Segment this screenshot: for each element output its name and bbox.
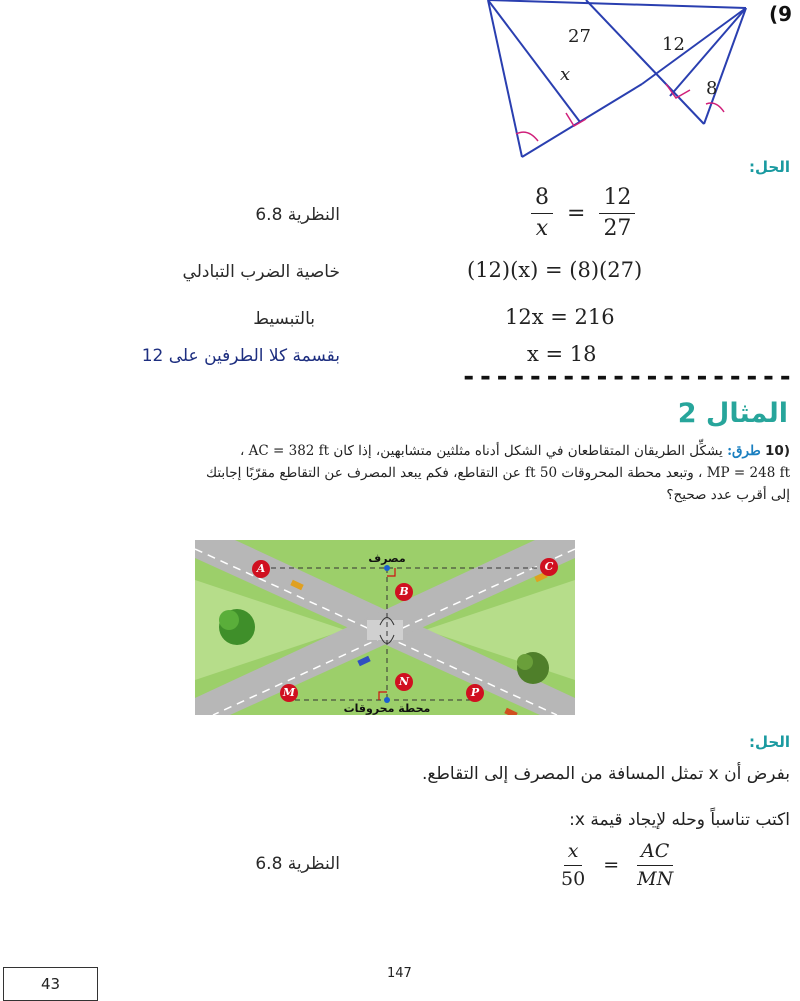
point-c: C <box>540 558 558 576</box>
tree-right-highlight <box>517 654 533 670</box>
tree-left-highlight <box>219 610 239 630</box>
step3-reason: بالتبسيط <box>253 309 315 329</box>
right-triangle-diagonal <box>586 0 704 124</box>
bank-label: مصرف <box>368 552 406 565</box>
final-den-left: 50 <box>561 867 586 890</box>
step1-den-left: x <box>535 216 549 242</box>
angle-arc-left <box>516 132 538 141</box>
point-b: B <box>395 583 413 601</box>
step1-den-right: 27 <box>603 216 632 242</box>
top-connecting-line <box>488 0 746 8</box>
road-map-figure <box>195 540 575 715</box>
step3-expr: 12x = 216 <box>505 305 615 329</box>
problem10-text <box>0 440 790 506</box>
problem10-text-line2: MP = 248 ft ، وتبعد محطة المحروقات 50 ft عن التقاطع، فكم يبعد المصرف عن التقاطع مقرّبًا إجابتك <box>205 465 790 481</box>
label-x: x <box>560 64 571 85</box>
problem9-number: (9 <box>768 2 792 26</box>
step1-num-right: 12 <box>599 186 635 214</box>
right-triangle-right-side <box>704 8 746 124</box>
problem9-figure <box>470 0 770 160</box>
example2-solution-line2: اكتب تناسباً وحله لإيجاد قيمة x: <box>569 810 790 830</box>
bank-point <box>384 565 390 571</box>
final-proportion <box>553 841 681 890</box>
problem9-solution-label: الحل: <box>749 158 790 176</box>
divider: -------------------- <box>460 362 794 392</box>
crossing-line <box>642 8 746 84</box>
step4-expr: x = 18 <box>527 342 597 366</box>
example2-title: المثال 2 <box>677 398 788 429</box>
point-a: A <box>252 560 270 578</box>
final-den-right: MN <box>637 867 674 890</box>
step1-proportion <box>527 186 639 241</box>
final-equals: = <box>603 854 620 877</box>
example2-solution-label: الحل: <box>749 733 790 751</box>
page-number-box: 43 <box>3 967 98 1001</box>
point-m: M <box>280 684 298 702</box>
page-number-center: 147 <box>387 966 412 981</box>
label-8: 8 <box>706 78 718 99</box>
problem10-line1 <box>0 440 790 462</box>
problem10-text-line1: يشكِّل الطريقان المتقاطعان في الشكل أدناه مثلثين متشابهين، إذا كان AC = 382 ft ، <box>239 443 723 459</box>
final-num-left: x <box>564 841 583 866</box>
label-27: 27 <box>568 26 591 47</box>
problem10-number: (10 <box>765 443 790 459</box>
point-p: P <box>466 684 484 702</box>
example2-solution-line1: بفرض أن x تمثل المسافة من المصرف إلى التقاطع. <box>421 764 790 784</box>
step1-reason: النظرية 6.8 <box>255 205 340 225</box>
step2-reason: خاصية الضرب التبادلي <box>182 262 340 282</box>
step1-equals: = <box>567 201 586 227</box>
step2-expr: (12)(x) = (8)(27) <box>467 258 643 282</box>
intersection <box>367 620 403 640</box>
final-reason: النظرية 6.8 <box>255 854 340 874</box>
triangles-diagram <box>470 0 770 160</box>
step1-num-left: 8 <box>531 186 553 214</box>
gas-label: محطة محروقات <box>343 702 431 715</box>
problem10-text-line3: إلى أقرب عدد صحيح؟ <box>666 487 790 503</box>
final-num-right: AC <box>637 841 673 866</box>
point-n: N <box>395 673 413 691</box>
step4-reason: بقسمة كلا الطرفين على 12 <box>141 346 340 366</box>
label-12: 12 <box>662 34 685 55</box>
problem10-keyword: طرق: <box>727 443 761 459</box>
